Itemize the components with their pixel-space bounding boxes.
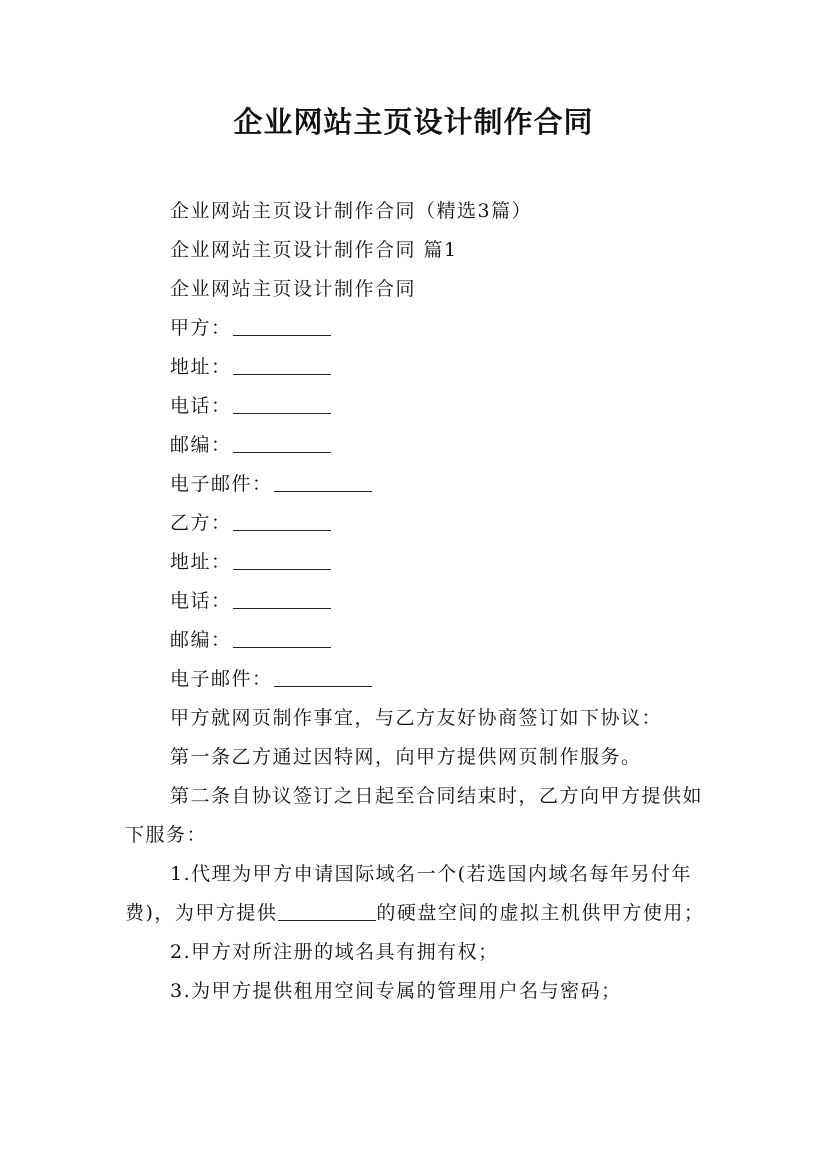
party-a-address-blank xyxy=(233,356,331,375)
party-a-postcode-blank xyxy=(233,434,331,453)
party-a-phone-line xyxy=(125,387,715,426)
party-a-name-label: 甲方： xyxy=(170,317,232,339)
party-a-email-line xyxy=(125,465,715,504)
party-b-address-line xyxy=(125,543,715,582)
party-a-phone-blank xyxy=(233,395,331,414)
party-a-postcode-line xyxy=(125,426,715,465)
party-a-email-label: 电子邮件： xyxy=(170,473,273,495)
party-b-phone-line xyxy=(125,582,715,621)
party-a-name-line xyxy=(125,309,715,348)
party-b-name-blank xyxy=(233,512,331,531)
party-b-email-line xyxy=(125,660,715,699)
party-b-postcode-blank xyxy=(233,629,331,648)
party-b-address-label: 地址： xyxy=(170,551,232,573)
party-a-postcode-label: 邮编： xyxy=(170,434,232,456)
party-a-phone-label: 电话： xyxy=(170,395,232,417)
party-b-email-blank xyxy=(274,668,372,687)
item-1-blank xyxy=(278,902,376,921)
contract-name: 企业网站主页设计制作合同 xyxy=(170,278,417,300)
item-1-text-after: 的硬盘空间的虚拟主机供甲方使用； xyxy=(376,902,705,924)
party-b-postcode-label: 邮编： xyxy=(170,629,232,651)
party-a-email-blank xyxy=(274,473,372,492)
party-a-address-label: 地址： xyxy=(170,356,232,378)
item-2: 2.甲方对所注册的域名具有拥有权； xyxy=(170,941,499,963)
agreement-intro: 甲方就网页制作事宜，与乙方友好协商签订如下协议： xyxy=(170,707,663,729)
intro-line: 企业网站主页设计制作合同（精选3篇） xyxy=(170,200,533,222)
party-b-postcode-line xyxy=(125,621,715,660)
party-b-address-blank xyxy=(233,551,331,570)
article-1: 第一条乙方通过因特网，向甲方提供网页制作服务。 xyxy=(170,746,642,768)
party-b-name-label: 乙方： xyxy=(170,512,232,534)
article-2: 第二条自协议签订之日起至合同结束时，乙方向甲方提供如下服务： xyxy=(125,785,704,846)
party-b-email-label: 电子邮件： xyxy=(170,668,273,690)
party-b-phone-label: 电话： xyxy=(170,590,232,612)
item-1-text-before: 1.代理为甲方申请国际域名一个(若选国内域名每年另付年费)，为甲方提供 xyxy=(125,863,693,924)
party-b-phone-blank xyxy=(233,590,331,609)
document-title: 企业网站主页设计制作合同 xyxy=(233,105,594,139)
party-a-name-blank xyxy=(233,317,331,336)
party-b-name-line xyxy=(125,504,715,543)
item-3: 3.为甲方提供租用空间专属的管理用户名与密码； xyxy=(170,980,622,1002)
part-heading: 企业网站主页设计制作合同 篇1 xyxy=(170,239,458,261)
party-a-address-line xyxy=(125,348,715,387)
item-1 xyxy=(125,855,715,933)
document-body xyxy=(125,192,715,1011)
